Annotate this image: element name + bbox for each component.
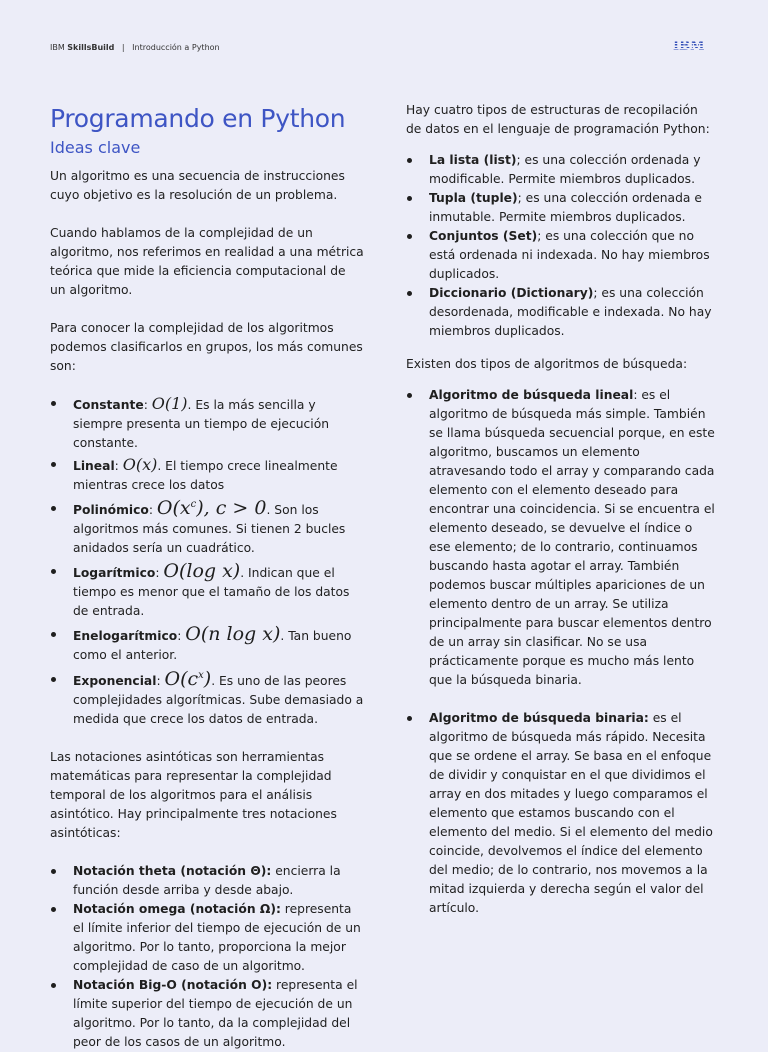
search-list	[406, 386, 716, 918]
term-label: Exponencial	[73, 674, 157, 688]
term-description: . El tiempo crece linealmente mientras crece los datos	[73, 459, 338, 492]
term-label: Polinómico	[73, 503, 149, 517]
list-item	[406, 284, 716, 341]
list-item: Polinómico: $O(x^c)$, c > 0. Son los algoritmos más comunes. Si tienen 2 bucles anidados sería un cuadrático.	[50, 499, 365, 558]
list-item	[406, 386, 716, 690]
formula: O(n log x)	[185, 623, 281, 645]
header-separator: |	[121, 43, 125, 52]
list-item: Enelogarítmico: O(n log x). Tan bueno como el anterior.	[50, 625, 365, 665]
term-description: . Indican que el tiempo es menor que el tamaño de los datos de entrada.	[73, 566, 350, 618]
term-description: ; es una colección desordenada, modificable e indexada. No hay miembros duplicados.	[429, 286, 712, 338]
term-label: Conjuntos (Set)	[429, 229, 538, 243]
paragraph-notations: Las notaciones asintóticas son herramientas matemáticas para representar la complejidad temporal de los algoritmos para el análisis asintótico. Hay principalmente tres notaciones asintóticas:	[50, 750, 337, 840]
list-item	[50, 862, 365, 900]
term-label: Enelogarítmico	[73, 629, 178, 643]
term-description: ; es una colección que no está ordenada ni indexada. No hay miembros duplicados.	[429, 229, 710, 281]
paragraph-algorithm: Un algoritmo es una secuencia de instrucciones cuyo objetivo es la resolución de un problema.	[50, 169, 345, 202]
formula: O(1)	[151, 394, 188, 413]
formula: $O(x^c)$, c > 0	[156, 497, 267, 519]
term-description: . Son los algoritmos más comunes. Si tienen 2 bucles anidados sería un cuadrático.	[73, 503, 346, 555]
page-title: Programando en Python	[50, 104, 346, 133]
ibm-logo: IBM	[673, 39, 705, 54]
list-item	[406, 709, 716, 918]
course-name: Introducción a Python	[132, 43, 220, 52]
term-description: . Es la más sencilla y siempre presenta un tiempo de ejecución constante.	[73, 398, 330, 450]
list-item: Exponencial: $O(c^x)$. Es uno de las peores complejidades algorítmicas. Sube demasiado a medida que crece los datos de entrada.	[50, 670, 365, 729]
term-description: es el algoritmo de búsqueda más rápido. Necesita que se ordene el array. Se basa en el enfoque de dividir y conquistar en el que dividimos el array en dos mitades y luego comparamos el elemento que estamos buscando con el elemento del medio. Si el elemento del medio coincide, devolvemos el índice del elemento del medio; de lo contrario, nos movemos a la mitad izquierda y derecha según el valor del artículo.	[429, 711, 713, 915]
term-description: ; es una colección ordenada e inmutable. Permite miembros duplicados.	[429, 191, 702, 224]
term-label: Logarítmico	[73, 566, 156, 580]
list-item	[50, 900, 365, 976]
term-description: . Es uno de las peores complejidades algorítmicas. Sube demasiado a medida que crece los datos de entrada.	[73, 674, 364, 726]
term-label: Tupla (tuple)	[429, 191, 518, 205]
paragraph-search: Existen dos tipos de algoritmos de búsqueda:	[406, 357, 688, 371]
brand-name: SkillsBuild	[67, 43, 115, 52]
page-subtitle: Ideas clave	[50, 138, 141, 157]
term-description: representa el límite superior del tiempo de ejecución de un algoritmo. Por lo tanto, da la complejidad del peor de los casos de un algoritmo.	[73, 978, 358, 1049]
paragraph-groups: Para conocer la complejidad de los algoritmos podemos clasificarlos en grupos, los más comunes son:	[50, 321, 363, 373]
paragraph-structures: Hay cuatro tipos de estructuras de recopilación de datos en el lenguaje de programación Python:	[406, 103, 710, 136]
formula: O(x)	[122, 455, 158, 474]
list-item	[50, 976, 365, 1052]
term-description: encierra la función desde arriba y desde abajo.	[73, 864, 341, 897]
term-description: . Tan bueno como el anterior.	[73, 629, 352, 662]
term-description: representa el límite inferior del tiempo de ejecución de un algoritmo. Por lo tanto, proporciona la mejor complejidad de caso de un algoritmo.	[73, 902, 361, 973]
formula: $O(c^x)$	[164, 668, 212, 690]
list-item: Lineal: O(x). El tiempo crece linealmente mientras crece los datos	[50, 455, 365, 495]
complexity-list	[50, 394, 365, 729]
list-item	[406, 189, 716, 227]
formula: O(log x)	[163, 560, 241, 582]
list-item: Logarítmico: O(log x). Indican que el tiempo es menor que el tamaño de los datos de entrada.	[50, 562, 365, 621]
list-item: Constante: O(1). Es la más sencilla y siempre presenta un tiempo de ejecución constante.	[50, 394, 365, 453]
term-label: Algoritmo de búsqueda lineal	[429, 388, 634, 402]
list-item	[406, 151, 716, 189]
term-label: Algoritmo de búsqueda binaria:	[429, 711, 649, 725]
right-column	[406, 101, 716, 918]
term-description: : es el algoritmo de búsqueda más simple. También se llama búsqueda secuencial porque, en este algoritmo, buscamos un elemento atravesando todo el array y comparando cada elemento con el elemento deseado para encontrar una coincidencia. Si se encuentra el elemento deseado, se devuelve el índice o ese elemento; de lo contrario, continuamos buscando hasta agotar el array. También podemos buscar múltiples apariciones de un elemento dentro de un array. Se utiliza principalmente para buscar elementos dentro de un array sin clasificar. No se usa prácticamente porque es mucho más lento que la búsqueda binaria.	[429, 388, 715, 687]
term-label: Lineal	[73, 459, 115, 473]
page-header	[50, 43, 220, 52]
term-description: ; es una colección ordenada y modificable. Permite miembros duplicados.	[429, 153, 701, 186]
term-label: Notación theta (notación Θ):	[73, 864, 272, 878]
left-column	[50, 102, 365, 1052]
term-label: Diccionario (Dictionary)	[429, 286, 594, 300]
structures-list	[406, 151, 716, 341]
brand-prefix: IBM	[50, 43, 65, 52]
list-item	[406, 227, 716, 284]
term-label: La lista (list)	[429, 153, 517, 167]
paragraph-complexity: Cuando hablamos de la complejidad de un algoritmo, nos referimos en realidad a una métrica teórica que mide la eficiencia computacional de un algoritmo.	[50, 226, 364, 297]
term-label: Notación Big-O (notación O):	[73, 978, 273, 992]
term-label: Notación omega (notación Ω):	[73, 902, 281, 916]
term-label: Constante	[73, 398, 144, 412]
